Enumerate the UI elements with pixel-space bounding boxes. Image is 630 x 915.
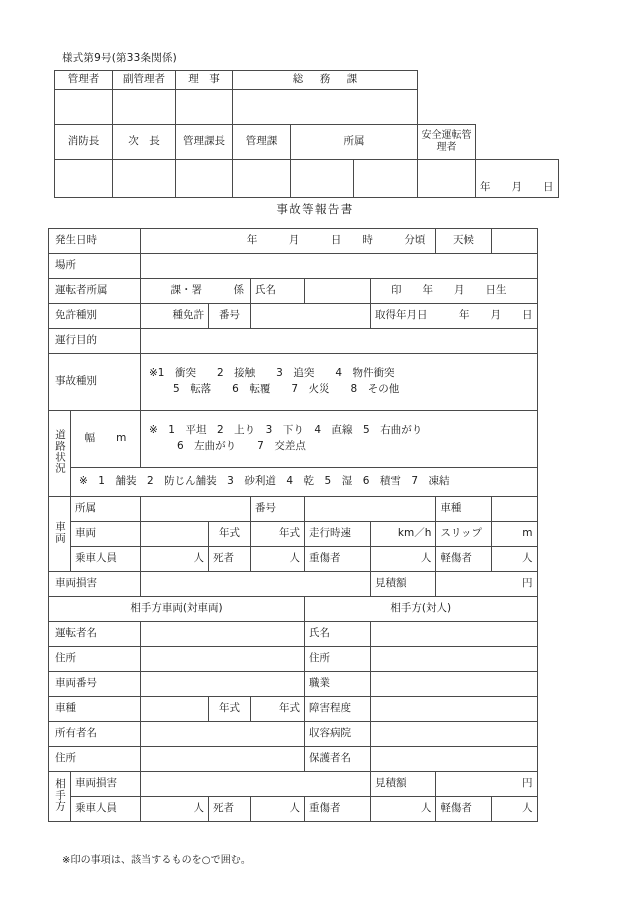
header-cell-shozoku: 所属 <box>291 125 418 160</box>
stamp-box-riji[interactable] <box>176 90 233 125</box>
approval-stamp-row-2 <box>55 160 559 198</box>
row-counterparty-headers <box>49 597 538 622</box>
road-shape-line-2: 6 左曲がり 7 交差点 <box>177 440 306 452</box>
label-cp-dead: 死者 <box>209 797 251 822</box>
header-cell-shobocho: 消防長 <box>55 125 113 160</box>
value-purpose[interactable] <box>141 329 538 354</box>
spacer-cell-2 <box>476 71 559 90</box>
options-road-shape[interactable] <box>141 411 538 468</box>
header-cell-kanrisha: 管理者 <box>55 71 113 90</box>
label-cp-person-address: 住所 <box>305 647 371 672</box>
label-cp-year-2[interactable]: 年式 <box>251 697 305 722</box>
label-vehicle-year-2[interactable]: 年式 <box>251 522 305 547</box>
row-counterparty-owner-address <box>49 747 538 772</box>
label-cp-injury-degree: 障害程度 <box>305 697 371 722</box>
label-driver-affiliation: 運転者所属 <box>49 279 141 304</box>
header-cell-jicho: 次 長 <box>113 125 176 160</box>
label-vehicle: 車両 <box>71 522 141 547</box>
stamp-box-kanrikacho[interactable] <box>176 160 233 198</box>
stamp-box-jicho[interactable] <box>113 160 176 198</box>
row-driver-affiliation <box>49 279 538 304</box>
row-road-shape <box>49 411 538 468</box>
label-vehicle-damage: 車両損害 <box>49 572 141 597</box>
accident-type-line-1: ※1 衝突 2 接触 3 追突 4 物件衝突 <box>149 367 395 380</box>
value-vehicle-kind[interactable] <box>491 497 537 522</box>
value-cp-person-name[interactable] <box>371 622 538 647</box>
approval-header-row-2 <box>55 125 559 160</box>
row-counterparty-kind-year <box>49 697 538 722</box>
header-counterparty-person: 相手方(対人) <box>305 597 538 622</box>
value-cp-serious-unit[interactable]: 人 <box>371 797 436 822</box>
label-cp-driver-name: 運転者名 <box>49 622 141 647</box>
value-vehicle-damage[interactable] <box>141 572 371 597</box>
label-cp-hospital: 収容病院 <box>305 722 371 747</box>
label-vehicle-year-1: 年式 <box>209 522 251 547</box>
row-counterparty-owner <box>49 722 538 747</box>
approval-date-label: 年 月 日 <box>476 160 559 198</box>
label-counterparty-section: 相手方 <box>49 772 71 822</box>
label-cp-year-1: 年式 <box>209 697 251 722</box>
value-cp-estimate-currency[interactable]: 円 <box>436 772 537 797</box>
label-license-acquired[interactable]: 取得年月日 年 月 日 <box>371 304 538 329</box>
accident-type-line-2: 5 転落 6 転覆 7 火災 8 その他 <box>173 383 400 395</box>
label-place: 場所 <box>49 254 141 279</box>
value-slip-unit[interactable]: m <box>491 522 537 547</box>
stamp-box-shozoku-a[interactable] <box>291 160 354 198</box>
road-shape-line-1: ※ 1 平坦 2 上り 3 下り 4 直線 5 右曲がり <box>149 424 423 437</box>
value-minor-unit[interactable]: 人 <box>491 547 537 572</box>
value-travel-speed-unit[interactable]: km／h <box>371 522 436 547</box>
label-slip: スリップ <box>436 522 491 547</box>
stamp-box-fukukanrisha[interactable] <box>113 90 176 125</box>
row-vehicle-affiliation <box>49 497 538 522</box>
value-vehicle-affiliation[interactable] <box>141 497 251 522</box>
label-travel-speed: 走行時速 <box>305 522 371 547</box>
value-cp-dead-unit[interactable]: 人 <box>251 797 305 822</box>
label-cp-owner-name: 所有者名 <box>49 722 141 747</box>
value-damage-estimate-currency[interactable]: 円 <box>436 572 537 597</box>
label-cp-owner-address: 住所 <box>49 747 141 772</box>
row-vehicle-casualties <box>49 547 538 572</box>
stamp-box-shozoku-b[interactable] <box>354 160 418 198</box>
approval-stamp-row-1 <box>55 90 559 125</box>
row-counterparty-damage <box>49 772 538 797</box>
stamp-box-kanrisha[interactable] <box>55 90 113 125</box>
label-driver-name: 氏名 <box>251 279 305 304</box>
header-cell-fukukanrisha: 副管理者 <box>113 71 176 90</box>
value-driver-name[interactable] <box>305 279 371 304</box>
header-cell-riji: 理 事 <box>176 71 233 90</box>
row-road-surface <box>49 468 538 497</box>
spacer-cell-1 <box>418 71 476 90</box>
value-weather[interactable] <box>491 229 537 254</box>
label-purpose: 運行目的 <box>49 329 141 354</box>
label-weather: 天候 <box>436 229 491 254</box>
header-cell-kanrikacho: 管理課長 <box>176 125 233 160</box>
label-vehicle-section: 車両 <box>49 497 71 572</box>
value-cp-owner-name[interactable] <box>141 722 305 747</box>
approval-table <box>54 70 559 198</box>
value-vehicle[interactable] <box>141 522 209 547</box>
spacer-cell-4 <box>476 90 559 125</box>
options-accident-type[interactable] <box>141 354 538 411</box>
row-license <box>49 304 538 329</box>
label-cp-person-name: 氏名 <box>305 622 371 647</box>
label-cp-damage: 車両損害 <box>71 772 141 797</box>
label-occurrence: 発生日時 <box>49 229 141 254</box>
label-cp-occupation: 職業 <box>305 672 371 697</box>
options-road-surface[interactable]: ※ 1 舗装 2 防じん舗装 3 砂利道 4 乾 5 湿 6 積雪 7 凍結 <box>71 468 538 497</box>
value-serious-unit[interactable]: 人 <box>371 547 436 572</box>
value-cp-vehicle-number[interactable] <box>141 672 305 697</box>
row-occurrence-datetime <box>49 229 538 254</box>
value-place[interactable] <box>141 254 538 279</box>
value-occupants-unit[interactable]: 人 <box>141 547 209 572</box>
label-cp-serious: 重傷者 <box>305 797 371 822</box>
label-cp-vehicle-address: 住所 <box>49 647 141 672</box>
value-cp-vehicle-address[interactable] <box>141 647 305 672</box>
form-footnote: ※印の事項は、該当するものを○で囲む。 <box>62 855 252 866</box>
main-form-table <box>48 228 538 822</box>
value-cp-vehicle-kind[interactable] <box>141 697 209 722</box>
value-cp-owner-address[interactable] <box>141 747 305 772</box>
value-cp-guardian[interactable] <box>371 747 538 772</box>
value-cp-person-address[interactable] <box>371 647 538 672</box>
label-occupants: 乗車人員 <box>71 547 141 572</box>
label-vehicle-number: 番号 <box>251 497 305 522</box>
value-occurrence-datetime[interactable]: 年 月 日 時 分頃 <box>141 229 436 254</box>
value-vehicle-number[interactable] <box>305 497 436 522</box>
document-title: 事故等報告書 <box>276 202 354 216</box>
row-accident-type <box>49 354 538 411</box>
approval-stamp-table <box>54 70 559 198</box>
label-road-condition: 道路状況 <box>49 411 71 497</box>
label-minor-injury: 軽傷者 <box>436 547 491 572</box>
header-cell-safety-manager: 安全運転管理者 <box>418 125 476 160</box>
stamp-box-safety-manager[interactable] <box>418 160 476 198</box>
row-counterparty-address <box>49 647 538 672</box>
label-serious-injury: 重傷者 <box>305 547 371 572</box>
header-cell-somuka: 総 務 課 <box>233 71 418 90</box>
value-cp-minor-unit[interactable]: 人 <box>491 797 537 822</box>
value-dead-unit[interactable]: 人 <box>251 547 305 572</box>
label-accident-type: 事故種別 <box>49 354 141 411</box>
value-license-number[interactable] <box>251 304 371 329</box>
stamp-box-kanrika[interactable] <box>233 160 291 198</box>
header-counterparty-vehicle: 相手方車両(対車両) <box>49 597 305 622</box>
value-cp-damage[interactable] <box>141 772 371 797</box>
spacer-cell-5 <box>476 125 559 160</box>
label-road-width[interactable]: 幅 m <box>71 411 141 468</box>
row-counterparty-casualties <box>49 797 538 822</box>
value-cp-occupation[interactable] <box>371 672 538 697</box>
accident-report-form <box>48 228 538 822</box>
spacer-cell-3 <box>418 90 476 125</box>
approval-header-row-1 <box>55 71 559 90</box>
form-number: 様式第9号(第33条関係) <box>62 52 177 64</box>
header-cell-kanrika: 管理課 <box>233 125 291 160</box>
value-cp-hospital[interactable] <box>371 722 538 747</box>
label-cp-estimate: 見積額 <box>371 772 436 797</box>
label-vehicle-affiliation: 所属 <box>71 497 141 522</box>
label-cp-guardian: 保護者名 <box>305 747 371 772</box>
label-license-type: 免許種別 <box>49 304 141 329</box>
row-vehicle-detail <box>49 522 538 547</box>
label-cp-vehicle-kind: 車種 <box>49 697 141 722</box>
label-cp-vehicle-number: 車両番号 <box>49 672 141 697</box>
row-counterparty-driver-name <box>49 622 538 647</box>
row-counterparty-vehicle-number <box>49 672 538 697</box>
label-cp-occupants: 乗車人員 <box>71 797 141 822</box>
label-vehicle-kind: 車種 <box>436 497 491 522</box>
stamp-box-somuka[interactable] <box>233 90 418 125</box>
row-place <box>49 254 538 279</box>
label-cp-minor: 軽傷者 <box>436 797 491 822</box>
value-cp-injury-degree[interactable] <box>371 697 538 722</box>
label-license-kind[interactable]: 種免許 <box>141 304 209 329</box>
row-vehicle-damage <box>49 572 538 597</box>
value-cp-driver-name[interactable] <box>141 622 305 647</box>
value-cp-occupants-unit[interactable]: 人 <box>141 797 209 822</box>
stamp-box-shobocho[interactable] <box>55 160 113 198</box>
label-section-division[interactable]: 課・署 係 <box>141 279 251 304</box>
row-purpose <box>49 329 538 354</box>
label-license-number: 番号 <box>209 304 251 329</box>
label-dead: 死者 <box>209 547 251 572</box>
label-damage-estimate: 見積額 <box>371 572 436 597</box>
label-seal-birthdate[interactable]: 印 年 月 日生 <box>371 279 538 304</box>
